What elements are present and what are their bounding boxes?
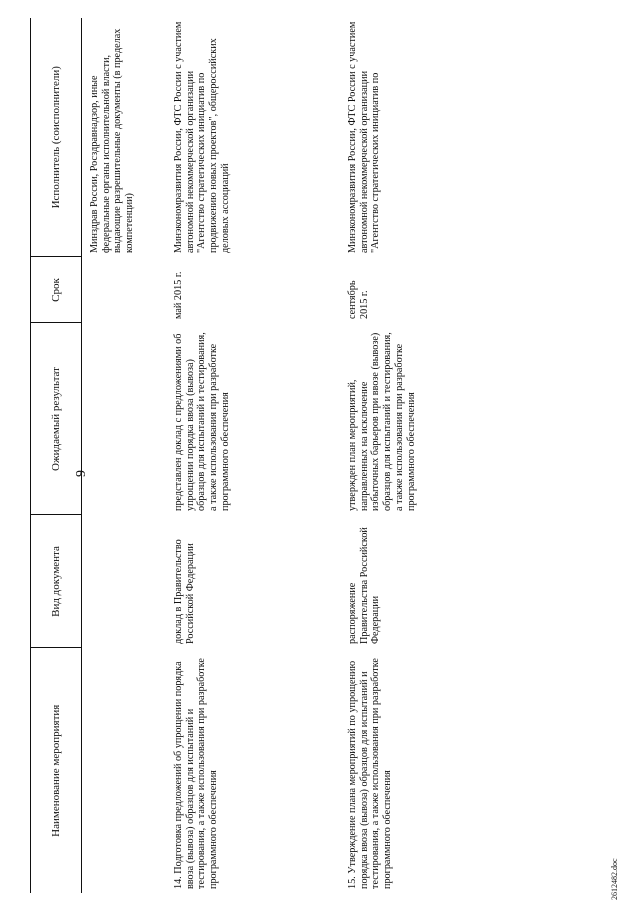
header-activity: Наименование мероприятия [31, 648, 82, 893]
header-executor: Исполнитель (соисполнители) [31, 18, 82, 257]
header-deadline: Срок [31, 257, 82, 323]
header-doc-type: Вид документа [31, 515, 82, 648]
cell-executor: Минздрав России, Росздравнадзор, иные федеральные органы исполнительной власти, выдающие разрешительные документы (в пределах компетенции) [89, 28, 136, 253]
document-code: 2612482.doc [610, 858, 619, 900]
page-number: 9 [74, 470, 89, 477]
cell-result [82, 323, 168, 515]
cell-doc-type: распоряжение Правительства Российской Федерации [347, 527, 382, 644]
cell-deadline: май 2015 г. [173, 271, 184, 319]
cell-executor: Минэкономразвития России, ФТС России с участием автономной некоммерческой организации "Агентство стратегических инициатив по продвижению новых проектов", общероссийских деловых ассоциаций [173, 21, 231, 253]
cell-executor: Минэкономразвития России, ФТС России с участием автономной некоммерческой организации "Агентство стратегических инициатив по [347, 21, 382, 253]
cell-result: представлен доклад с предложениями об упрощении порядка ввоза (вывоза) образцов для испытаний и тестирования, а также использования при разработке программного обеспечения [173, 332, 231, 511]
cell-doc-type: доклад в Правительство Российской Федерации [173, 539, 196, 644]
cell-activity [82, 648, 168, 893]
cell-deadline: сентябрь 2015 г. [347, 280, 370, 319]
cell-activity: 14. Подготовка предложений об упрощении порядка ввоза (вывоза) образцов для испытаний и тестирования, а также использования при разработке программного обеспечения [173, 658, 220, 889]
activities-table [30, 18, 507, 893]
table-row [82, 18, 168, 893]
header-result: Ожидаемый результат [31, 323, 82, 515]
table-header-row [31, 18, 82, 893]
cell-activity: 15. Утверждение плана мероприятий по упрощению порядка ввоза (вывоза) образцов для испытаний и тестирования, а также использования при разработке программного обеспечения [347, 658, 394, 889]
table-row [167, 18, 341, 893]
cell-doc-type [82, 515, 168, 648]
table-row [341, 18, 507, 893]
cell-deadline [82, 257, 168, 323]
cell-result: утвержден план мероприятий, направленных на исключение избыточных барьеров при ввозе (вывозе) образцов для испытаний и тестирования, а также использования при разработке программного обеспечения [347, 332, 417, 511]
